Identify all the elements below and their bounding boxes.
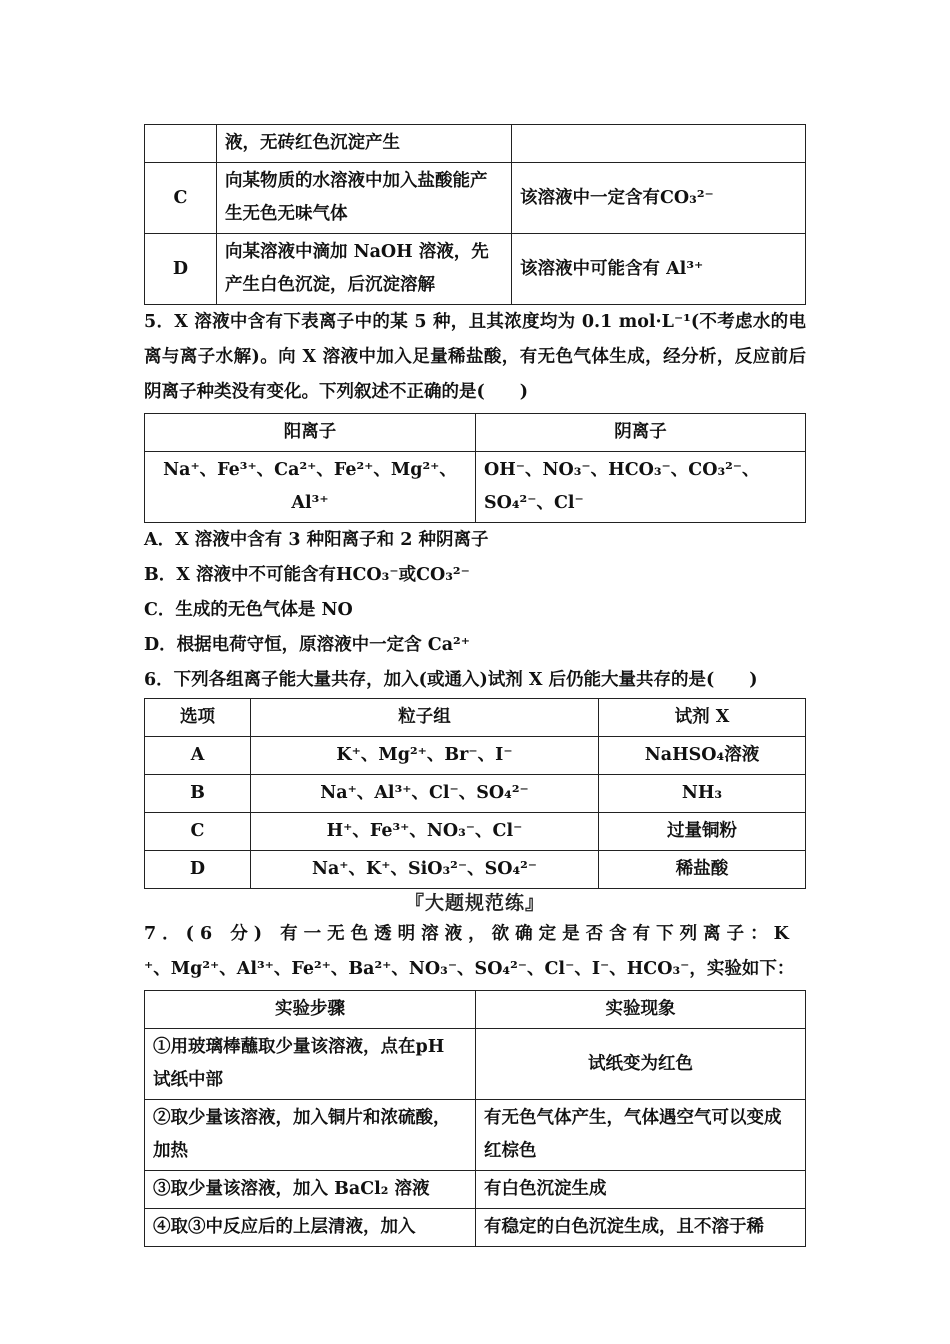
q5-option-b: B．X 溶液中不可能含有HCO₃⁻或CO₃²⁻ bbox=[144, 565, 470, 585]
q7-stem-line1: 7．(6 分) 有一无色透明溶液，欲确定是否含有下列离子：K bbox=[144, 924, 795, 944]
q5-stem: 5．X 溶液中含有下表离子中的某 5 种，且其浓度均为 0.1 mol·L⁻¹(不考虑水的电离与离子水解)。向 X 溶液中加入足量稀盐酸，有无色气体生成，经分析，反应前后阴离子种类没有变化。下列叙述不正确的是( ) bbox=[144, 312, 806, 402]
table-row bbox=[145, 234, 806, 305]
q6-cell: D bbox=[145, 851, 251, 889]
q4-row-conclusion: 该溶液中一定含有CO₃²⁻ bbox=[512, 163, 806, 234]
q7-phenomenon: 有稳定的白色沉淀生成，且不溶于稀 bbox=[476, 1209, 806, 1247]
q6-header-option: 选项 bbox=[145, 699, 251, 737]
q6-cell: Na⁺、K⁺、SiO₃²⁻、SO₄²⁻ bbox=[251, 851, 599, 889]
q5-option-a: A．X 溶液中含有 3 种阳离子和 2 种阴离子 bbox=[144, 530, 489, 550]
q4-table bbox=[144, 124, 806, 305]
q5-header-cation: 阳离子 bbox=[145, 414, 476, 452]
q6-cell: A bbox=[145, 737, 251, 775]
q7-header-phenomenon: 实验现象 bbox=[476, 991, 806, 1029]
table-row bbox=[145, 813, 806, 851]
table-row bbox=[145, 452, 806, 523]
q6-stem: 6．下列各组离子能大量共存，加入(或通入)试剂 X 后仍能大量共存的是( ) bbox=[144, 670, 758, 690]
q4-row-conclusion: 该溶液中可能含有 Al³⁺ bbox=[512, 234, 806, 305]
q4-row-operation: 液，无砖红色沉淀产生 bbox=[217, 125, 512, 163]
q7-phenomenon: 试纸变为红色 bbox=[476, 1029, 806, 1100]
table-row bbox=[145, 125, 806, 163]
q6-header-reagent: 试剂 X bbox=[599, 699, 806, 737]
q6-cell: 稀盐酸 bbox=[599, 851, 806, 889]
q6-cell: K⁺、Mg²⁺、Br⁻、I⁻ bbox=[251, 737, 599, 775]
q4-row-label bbox=[145, 125, 217, 163]
section-banner: 『大题规范练』 bbox=[404, 892, 545, 914]
q6-cell: B bbox=[145, 775, 251, 813]
q7-stem-line2: ⁺、Mg²⁺、Al³⁺、Fe²⁺、Ba²⁺、NO₃⁻、SO₄²⁻、Cl⁻、I⁻、HCO₃⁻，实验如下： bbox=[144, 959, 795, 979]
table-row bbox=[145, 851, 806, 889]
q7-step: ④取③中反应后的上层清液，加入 bbox=[145, 1209, 476, 1247]
q5-anions: OH⁻、NO₃⁻、HCO₃⁻、CO₃²⁻、SO₄²⁻、Cl⁻ bbox=[476, 452, 806, 523]
q7-step: ①用玻璃棒蘸取少量该溶液，点在pH 试纸中部 bbox=[145, 1029, 476, 1100]
q4-row-label: C bbox=[145, 163, 217, 234]
q6-cell: Na⁺、Al³⁺、Cl⁻、SO₄²⁻ bbox=[251, 775, 599, 813]
q5-ion-table bbox=[144, 413, 806, 523]
document-page bbox=[144, 124, 806, 1247]
q7-step: ②取少量该溶液，加入铜片和浓硫酸，加热 bbox=[145, 1100, 476, 1171]
q6-cell: 过量铜粉 bbox=[599, 813, 806, 851]
table-row bbox=[145, 1100, 806, 1171]
table-row bbox=[145, 1171, 806, 1209]
q6-cell: NaHSO₄溶液 bbox=[599, 737, 806, 775]
q6-cell: H⁺、Fe³⁺、NO₃⁻、Cl⁻ bbox=[251, 813, 599, 851]
q7-header-step: 实验步骤 bbox=[145, 991, 476, 1029]
table-row bbox=[145, 775, 806, 813]
table-row bbox=[145, 1209, 806, 1247]
q7-phenomenon: 有无色气体产生，气体遇空气可以变成红棕色 bbox=[476, 1100, 806, 1171]
q5-option-c: C．生成的无色气体是 NO bbox=[144, 600, 353, 620]
q4-row-operation: 向某溶液中滴加 NaOH 溶液，先产生白色沉淀，后沉淀溶解 bbox=[217, 234, 512, 305]
q7-step: ③取少量该溶液，加入 BaCl₂ 溶液 bbox=[145, 1171, 476, 1209]
table-row bbox=[145, 991, 806, 1029]
q4-row-label: D bbox=[145, 234, 217, 305]
q6-cell: C bbox=[145, 813, 251, 851]
q4-row-conclusion bbox=[512, 125, 806, 163]
q4-row-operation: 向某物质的水溶液中加入盐酸能产生无色无味气体 bbox=[217, 163, 512, 234]
q7-phenomenon: 有白色沉淀生成 bbox=[476, 1171, 806, 1209]
table-row bbox=[145, 699, 806, 737]
q5-option-d: D．根据电荷守恒，原溶液中一定含 Ca²⁺ bbox=[144, 635, 470, 655]
table-row bbox=[145, 414, 806, 452]
table-row bbox=[145, 1029, 806, 1100]
q6-header-particles: 粒子组 bbox=[251, 699, 599, 737]
q5-header-anion: 阴离子 bbox=[476, 414, 806, 452]
q6-table bbox=[144, 698, 806, 889]
q6-cell: NH₃ bbox=[599, 775, 806, 813]
q7-table bbox=[144, 990, 806, 1247]
table-row bbox=[145, 737, 806, 775]
q5-cations: Na⁺、Fe³⁺、Ca²⁺、Fe²⁺、Mg²⁺、Al³⁺ bbox=[145, 452, 476, 523]
table-row bbox=[145, 163, 806, 234]
